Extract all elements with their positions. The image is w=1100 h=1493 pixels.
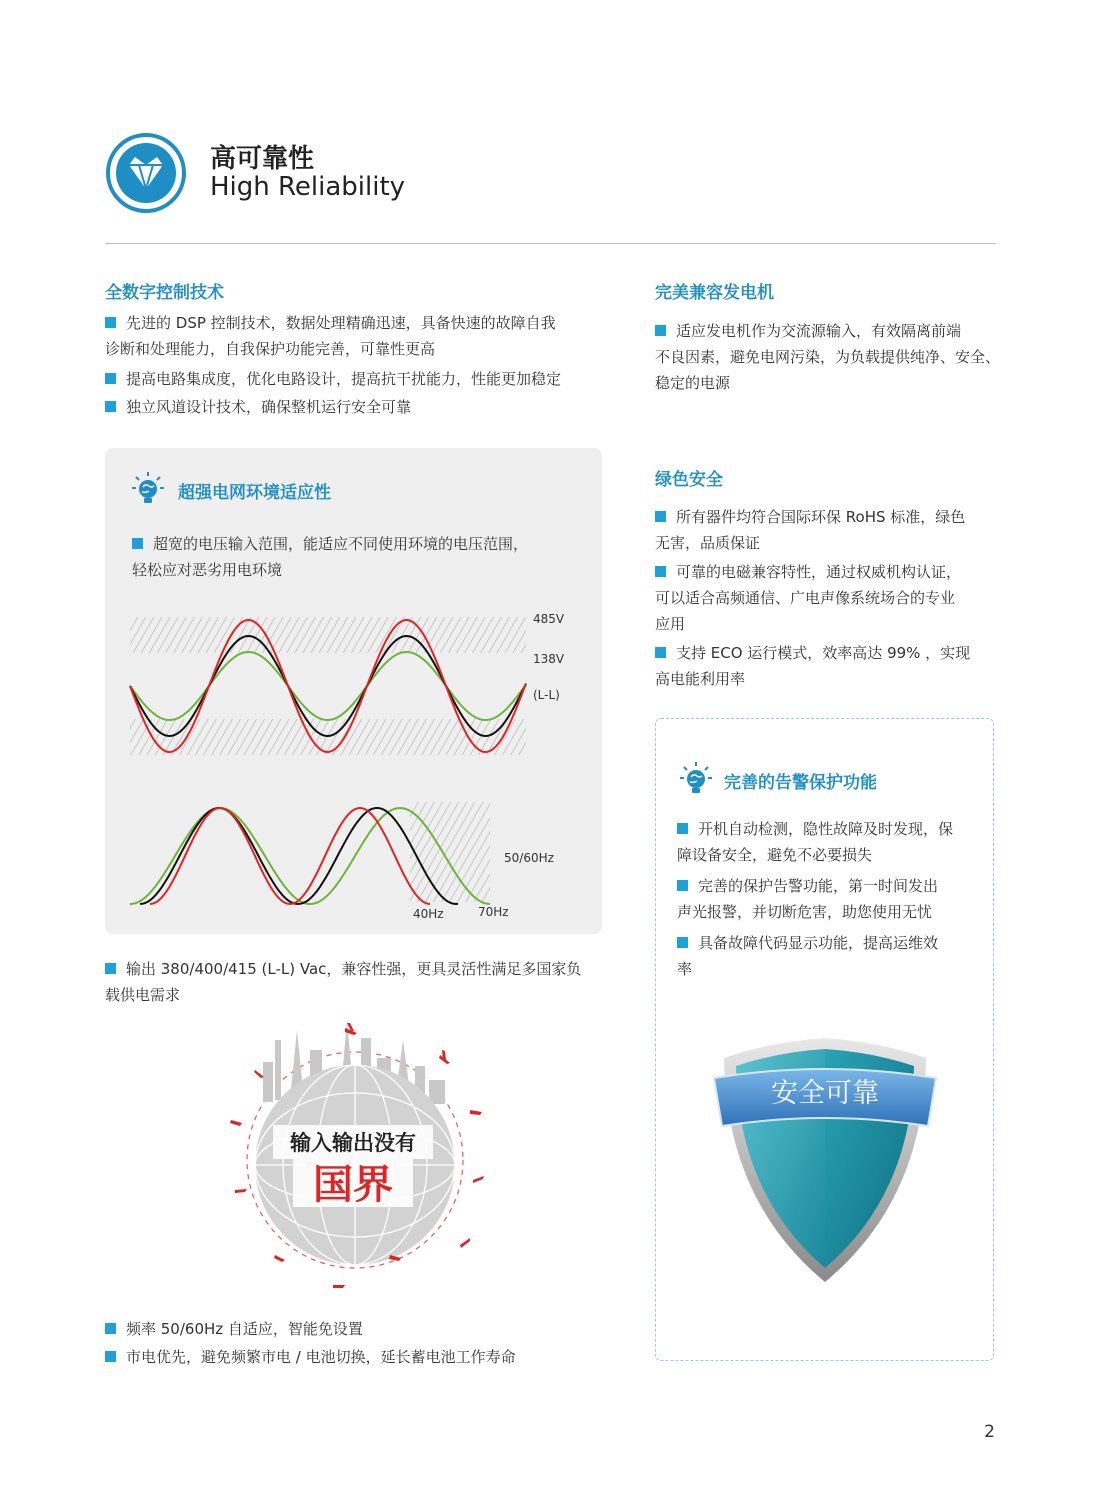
list-item: 超宽的电压输入范围，能适应不同使用环境的电压范围， [132, 531, 592, 557]
list-item-continuation: 稳定的电源 [655, 374, 731, 392]
list-item-continuation: 声光报警，并切断危害，助您使用无忧 [677, 903, 933, 921]
square-bullet-icon [105, 1351, 116, 1362]
lightbulb-globe-icon [130, 470, 166, 506]
list-item-continuation: 无害，品质保证 [655, 534, 761, 552]
frequency-hatch-band [410, 802, 490, 902]
voltage-wave-figure [128, 605, 588, 765]
list-item-continuation: 载供电需求 [105, 986, 181, 1004]
lightbulb-globe-icon [678, 760, 714, 796]
grid-bullet [132, 531, 592, 583]
globe-caption-line2: 国界 [313, 1162, 393, 1208]
page-title: 高可靠性 [210, 144, 315, 174]
list-item-continuation: 高电能利用率 [655, 670, 746, 688]
diamond-logo-icon [105, 132, 187, 214]
square-bullet-icon [105, 963, 116, 974]
section-heading-alarm: 完善的告警保护功能 [724, 773, 877, 793]
list-item: 适应发电机作为交流源输入，有效隔离前端 [655, 318, 1000, 344]
list-item: 可靠的电磁兼容特性，通过权威机构认证， [655, 559, 1000, 585]
shield-icon [710, 1030, 940, 1290]
label-70hz: 70Hz [478, 905, 509, 919]
upper-hatch-band [130, 617, 526, 653]
square-bullet-icon [677, 880, 688, 891]
list-item-continuation: 障设备安全，避免不必要损失 [677, 846, 873, 864]
list-item: 先进的 DSP 控制技术，数据处理精确迅速，具备快速的故障自我 [105, 310, 605, 336]
green-wave [130, 652, 526, 720]
section-heading-generator: 完美兼容发电机 [655, 283, 774, 303]
list-item: 提高电路集成度，优化电路设计，提高抗干扰能力，性能更加稳定 [105, 366, 605, 392]
red-frequency-wave [150, 808, 430, 904]
label-40hz: 40Hz [413, 907, 444, 921]
square-bullet-icon [655, 647, 666, 658]
globe-caption-line1: 输入输出没有 [290, 1131, 416, 1155]
list-item: 频率 50/60Hz 自适应，智能免设置 [105, 1316, 665, 1342]
digital-bullets [105, 310, 605, 420]
square-bullet-icon [655, 566, 666, 577]
list-item: 所有器件均符合国际环保 RoHS 标准，绿色 [655, 504, 1000, 530]
section-heading-grid: 超强电网环境适应性 [178, 483, 331, 503]
green-bullets [655, 504, 1000, 692]
list-item: 输出 380/400/415 (L-L) Vac，兼容性强，更具灵活性满足多国家负 [105, 956, 605, 982]
list-item: 独立风道设计技术，确保整机运行安全可靠 [105, 394, 605, 420]
label-138v: 138V [533, 652, 565, 666]
square-bullet-icon [105, 1323, 116, 1334]
square-bullet-icon [105, 317, 116, 328]
label-485v: 485V [533, 612, 565, 626]
square-bullet-icon [105, 401, 116, 412]
list-item: 市电优先，避免频繁市电 / 电池切换，延长蓄电池工作寿命 [105, 1344, 665, 1370]
shield-text: 安全可靠 [771, 1078, 879, 1109]
list-item-continuation: 率 [677, 960, 693, 978]
list-item: 完善的保护告警功能，第一时间发出 [677, 873, 982, 899]
header-divider [105, 243, 996, 244]
output-bullet [105, 956, 605, 1008]
square-bullet-icon [105, 373, 116, 384]
frequency-wave-figure [128, 800, 588, 925]
section-heading-green: 绿色安全 [655, 470, 723, 490]
list-item-continuation: 可以适合高频通信、广电声像系统场合的专业 [655, 589, 956, 607]
square-bullet-icon [655, 511, 666, 522]
square-bullet-icon [132, 538, 143, 549]
list-item: 开机自动检测，隐性故障及时发现，保 [677, 816, 982, 842]
square-bullet-icon [677, 937, 688, 948]
generator-bullet [655, 318, 1000, 396]
list-item-continuation: 应用 [655, 615, 686, 633]
label-50-60hz: 50/60Hz [504, 851, 554, 865]
list-item: 具备故障代码显示功能，提高运维效 [677, 930, 982, 956]
page-subtitle: High Reliability [210, 172, 406, 202]
alarm-bullets [677, 816, 982, 982]
list-item: 支持 ECO 运行模式，效率高达 99% ，实现 [655, 640, 1000, 666]
square-bullet-icon [677, 823, 688, 834]
tail-bullets [105, 1316, 665, 1370]
list-item-continuation: 不良因素，避免电网污染，为负载提供纯净、安全、 [655, 348, 1001, 366]
section-heading-digital: 全数字控制技术 [105, 283, 224, 303]
list-item-continuation: 诊断和处理能力，自我保护功能完善，可靠性更高 [105, 340, 436, 358]
page-number: 2 [984, 1422, 995, 1442]
square-bullet-icon [655, 325, 666, 336]
list-item-continuation: 轻松应对恶劣用电环境 [132, 561, 283, 579]
label-ll: (L-L) [533, 688, 560, 702]
globe-illustration [215, 1010, 505, 1300]
